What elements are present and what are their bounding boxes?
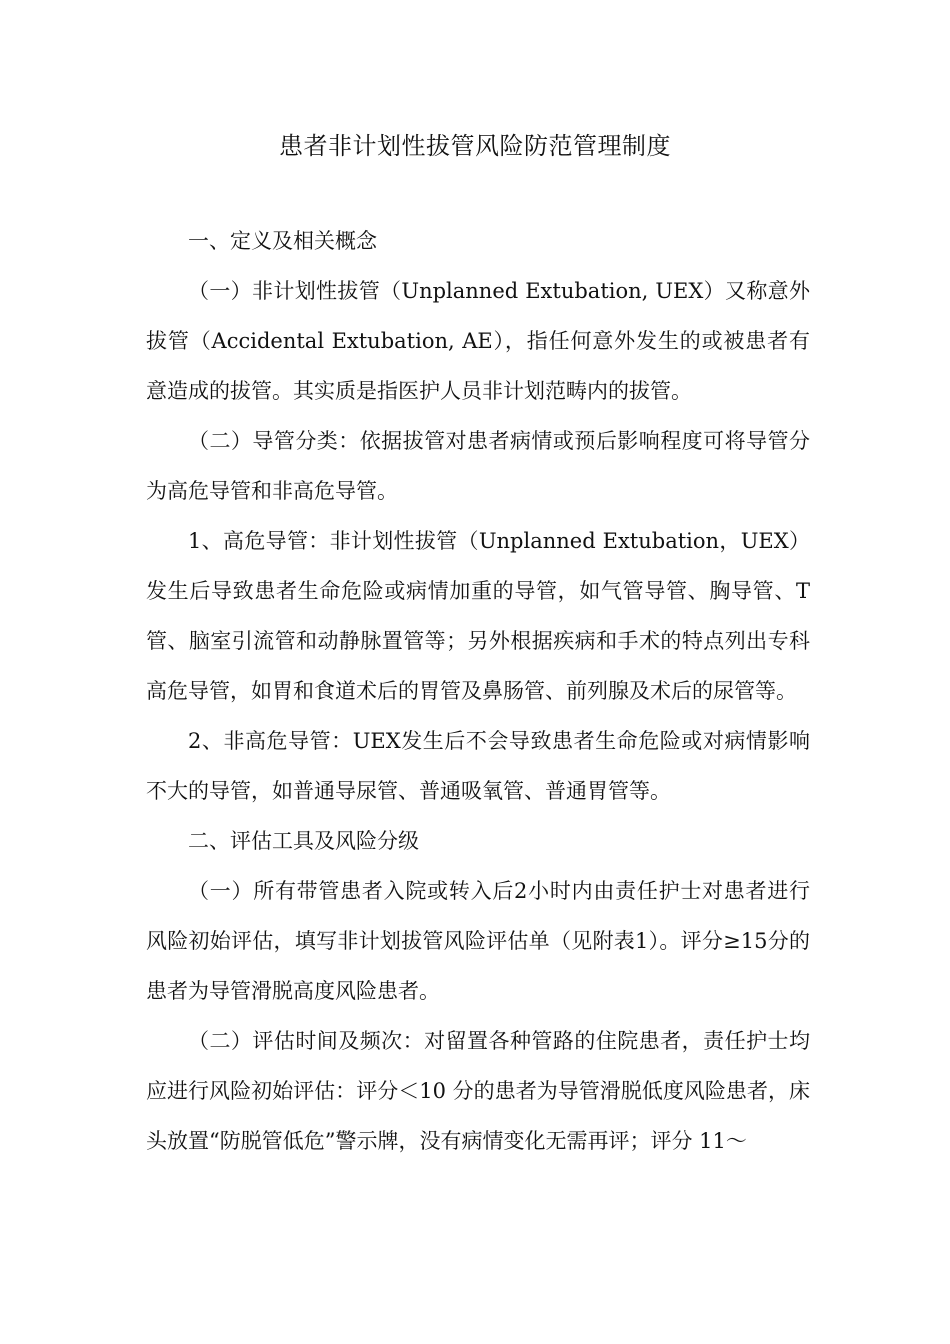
paragraph-high-risk-catheters: 1、高危导管：非计划性拔管（Unplanned Extubation，UEX）发生后导致患者生命危险或病情加重的导管，如气管导管、胸导管、T管、脑室引流管和动静脉置管等；另外根据疾病和手术的特点列出专科高危导管，如胃和食道术后的胃管及鼻肠管、前列腺及术后的尿管等。 — [146, 529, 810, 703]
section-heading-assessment: 二、评估工具及风险分级 — [188, 829, 419, 853]
paragraph-uex-definition: （一）非计划性拔管（Unplanned Extubation, UEX）又称意外拔管（Accidental Extubation, AE），指任何意外发生的或被患者有意造成的拔管。其实质是指医护人员非计划范畴内的拔管。 — [146, 279, 810, 403]
section-heading-definitions: 一、定义及相关概念 — [188, 229, 377, 253]
document-title: 患者非计划性拔管风险防范管理制度 — [279, 132, 671, 160]
paragraph-catheter-classification: （二）导管分类：依据拔管对患者病情或预后影响程度可将导管分为高危导管和非高危导管。 — [146, 429, 810, 503]
paragraph-non-high-risk-catheters: 2、非高危导管：UEX发生后不会导致患者生命危险或对病情影响不大的导管，如普通导尿管、普通吸氧管、普通胃管等。 — [146, 729, 810, 803]
paragraph-assessment-frequency: （二）评估时间及频次：对留置各种管路的住院患者，责任护士均应进行风险初始评估：评分＜10 分的患者为导管滑脱低度风险患者，床头放置“防脱管低危”警示牌，没有病情变化无需再评；评分 11～ — [146, 1029, 810, 1153]
paragraph-initial-assessment: （一）所有带管患者入院或转入后2小时内由责任护士对患者进行风险初始评估，填写非计划拔管风险评估单（见附表1）。评分≥15分的患者为导管滑脱高度风险患者。 — [146, 879, 810, 1003]
document-body — [146, 216, 810, 1166]
